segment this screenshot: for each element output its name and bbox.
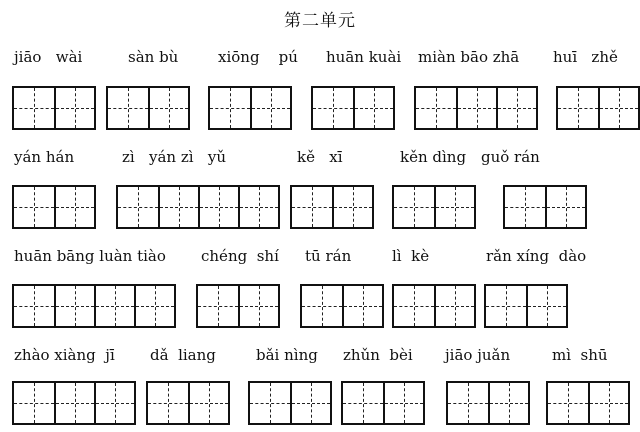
writing-grid: [311, 86, 395, 130]
character-writing-cell[interactable]: [108, 88, 148, 128]
character-writing-cell[interactable]: [313, 88, 353, 128]
character-writing-cell[interactable]: [353, 88, 393, 128]
pinyin-label: jiāo wài: [14, 48, 83, 66]
character-writing-cell[interactable]: [292, 187, 332, 227]
character-writing-cell[interactable]: [54, 286, 94, 326]
writing-grid: [12, 284, 176, 328]
character-writing-cell[interactable]: [148, 383, 188, 423]
writing-grid: [116, 185, 280, 229]
writing-grid: [503, 185, 587, 229]
character-writing-cell[interactable]: [198, 286, 238, 326]
pinyin-label: jiāo juǎn: [445, 346, 511, 364]
pinyin-label: zhǔn bèi: [343, 346, 413, 364]
writing-grid: [392, 284, 476, 328]
character-writing-cell[interactable]: [94, 286, 134, 326]
character-writing-cell[interactable]: [148, 88, 188, 128]
character-writing-cell[interactable]: [434, 286, 474, 326]
character-writing-cell[interactable]: [343, 383, 383, 423]
writing-grid: [414, 86, 538, 130]
character-writing-cell[interactable]: [290, 383, 330, 423]
writing-grid: [12, 185, 96, 229]
pinyin-label: mì shū: [552, 346, 608, 364]
character-writing-cell[interactable]: [14, 286, 54, 326]
character-writing-cell[interactable]: [505, 187, 545, 227]
pinyin-label: huān bāng luàn tiào: [14, 247, 166, 265]
pinyin-label: yán hán: [14, 148, 75, 166]
pinyin-label: dǎ liang: [150, 346, 216, 364]
writing-grid: [341, 381, 425, 425]
character-writing-cell[interactable]: [394, 187, 434, 227]
character-writing-cell[interactable]: [54, 187, 94, 227]
character-writing-cell[interactable]: [14, 187, 54, 227]
character-writing-cell[interactable]: [14, 88, 54, 128]
character-writing-cell[interactable]: [250, 383, 290, 423]
character-writing-cell[interactable]: [158, 187, 198, 227]
pinyin-label: rǎn xíng dào: [486, 247, 587, 265]
character-writing-cell[interactable]: [548, 383, 588, 423]
writing-grid: [208, 86, 292, 130]
writing-grid: [106, 86, 190, 130]
character-writing-cell[interactable]: [545, 187, 585, 227]
character-writing-cell[interactable]: [456, 88, 496, 128]
writing-grid: [290, 185, 374, 229]
writing-grid: [12, 381, 136, 425]
writing-grid: [392, 185, 476, 229]
pinyin-label: kě xī: [297, 148, 343, 166]
pinyin-label: tū rán: [305, 247, 352, 265]
character-writing-cell[interactable]: [488, 383, 528, 423]
writing-grid: [248, 381, 332, 425]
pinyin-label: zì yán zì yǔ: [122, 148, 226, 166]
unit-title: 第二单元: [284, 11, 356, 31]
character-writing-cell[interactable]: [238, 286, 278, 326]
character-writing-cell[interactable]: [448, 383, 488, 423]
pinyin-label: bǎi nìng: [256, 346, 318, 364]
character-writing-cell[interactable]: [496, 88, 536, 128]
character-writing-cell[interactable]: [54, 383, 94, 423]
pinyin-label: kěn dìng: [400, 148, 467, 166]
character-writing-cell[interactable]: [558, 88, 598, 128]
writing-grid: [146, 381, 230, 425]
pinyin-label: lì kè: [392, 247, 430, 265]
character-writing-cell[interactable]: [588, 383, 628, 423]
character-writing-cell[interactable]: [188, 383, 228, 423]
character-writing-cell[interactable]: [238, 187, 278, 227]
character-writing-cell[interactable]: [210, 88, 250, 128]
pinyin-label: xiōng pú: [218, 48, 298, 66]
character-writing-cell[interactable]: [332, 187, 372, 227]
character-writing-cell[interactable]: [383, 383, 423, 423]
pinyin-label: chéng shí: [201, 247, 279, 265]
character-writing-cell[interactable]: [342, 286, 382, 326]
character-writing-cell[interactable]: [598, 88, 638, 128]
character-writing-cell[interactable]: [134, 286, 174, 326]
writing-grid: [446, 381, 530, 425]
character-writing-cell[interactable]: [526, 286, 566, 326]
writing-grid: [300, 284, 384, 328]
pinyin-label: sàn bù: [128, 48, 179, 66]
character-writing-cell[interactable]: [394, 286, 434, 326]
pinyin-label: zhào xiàng jī: [14, 346, 115, 364]
pinyin-label: huī zhě: [553, 48, 618, 66]
character-writing-cell[interactable]: [198, 187, 238, 227]
writing-grid: [556, 86, 640, 130]
pinyin-label: huān kuài: [326, 48, 402, 66]
character-writing-cell[interactable]: [118, 187, 158, 227]
character-writing-cell[interactable]: [434, 187, 474, 227]
writing-grid: [546, 381, 630, 425]
character-writing-cell[interactable]: [416, 88, 456, 128]
writing-grid: [12, 86, 96, 130]
writing-grid: [196, 284, 280, 328]
character-writing-cell[interactable]: [486, 286, 526, 326]
character-writing-cell[interactable]: [302, 286, 342, 326]
character-writing-cell[interactable]: [94, 383, 134, 423]
writing-grid: [484, 284, 568, 328]
character-writing-cell[interactable]: [250, 88, 290, 128]
pinyin-label: guǒ rán: [481, 148, 540, 166]
character-writing-cell[interactable]: [54, 88, 94, 128]
character-writing-cell[interactable]: [14, 383, 54, 423]
pinyin-label: miàn bāo zhā: [418, 48, 520, 66]
